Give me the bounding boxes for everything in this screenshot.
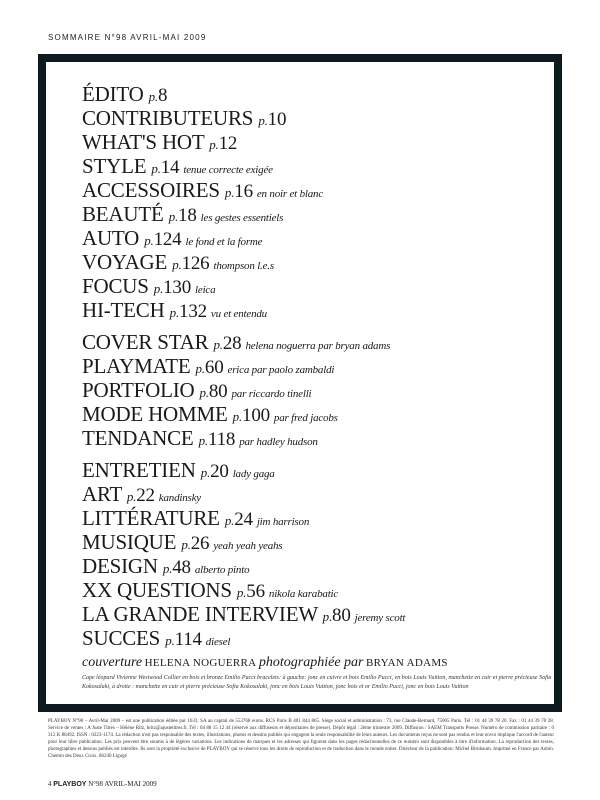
item-subtitle: vu et entendu	[210, 308, 267, 320]
item-subtitle: le fond et la forme	[185, 236, 263, 248]
photographer-label: photographiée par	[258, 655, 364, 670]
contents-frame	[38, 54, 562, 712]
item-page: 28	[222, 333, 242, 354]
page-prefix: p.	[236, 585, 247, 600]
item-page: 114	[174, 629, 202, 650]
section-culture	[82, 458, 405, 650]
item-title: SUCCES	[82, 626, 161, 650]
item-subtitle: par riccardo tinelli	[231, 388, 312, 400]
contents-item	[82, 82, 323, 106]
page-prefix: p.	[232, 409, 243, 424]
item-page: 126	[181, 253, 210, 274]
item-title: FOCUS	[82, 274, 149, 298]
item-title: ÉDITO	[82, 82, 144, 106]
contents-item	[82, 106, 323, 130]
item-title: XX QUESTIONS	[82, 578, 232, 602]
item-subtitle: lady gaga	[232, 468, 275, 480]
page-footer	[48, 780, 157, 789]
contents-item	[82, 178, 323, 202]
item-title: PORTFOLIO	[82, 378, 195, 402]
item-page: 18	[178, 205, 197, 226]
section-features	[82, 330, 390, 450]
contents-item	[82, 602, 405, 626]
item-page: 48	[172, 557, 191, 578]
item-subtitle: thompson l.e.s	[213, 260, 274, 272]
item-page: 80	[208, 381, 228, 402]
page-prefix: p.	[224, 513, 235, 528]
page-prefix: p.	[198, 433, 208, 448]
contents-item	[82, 402, 390, 426]
item-title: STYLE	[82, 154, 147, 178]
item-title: LITTÉRATURE	[82, 506, 220, 530]
contents-item	[82, 250, 323, 274]
page-prefix: p.	[169, 305, 180, 320]
item-page: 20	[210, 461, 229, 482]
contents-item	[82, 506, 405, 530]
item-subtitle: leica	[195, 284, 216, 296]
item-title: MODE HOMME	[82, 402, 228, 426]
item-title: BEAUTÉ	[82, 202, 164, 226]
page-prefix: p.	[144, 233, 154, 248]
item-subtitle: les gestes essentiels	[200, 212, 284, 224]
item-page: 22	[136, 485, 155, 506]
item-page: 56	[246, 581, 265, 602]
item-title: ACCESSOIRES	[82, 178, 220, 202]
contents-item	[82, 130, 323, 154]
item-subtitle: jeremy scott	[354, 612, 406, 624]
contents-item	[82, 154, 323, 178]
cover-model: HELENA NOGUERRA	[144, 657, 257, 669]
item-page: 10	[267, 109, 287, 130]
item-page: 130	[163, 277, 192, 298]
page-prefix: p.	[195, 361, 205, 376]
item-subtitle: jim harrison	[256, 516, 310, 528]
item-page: 12	[218, 133, 238, 154]
item-title: ENTRETIEN	[82, 458, 196, 482]
item-title: VOYAGE	[82, 250, 168, 274]
item-subtitle: par fred jacobs	[273, 412, 338, 424]
page-prefix: p.	[153, 281, 164, 296]
page-number: 4	[48, 780, 52, 788]
contents-item	[82, 226, 323, 250]
item-title: PLAYMATE	[82, 354, 191, 378]
item-subtitle: yeah yeah yeahs	[213, 540, 283, 552]
item-subtitle: par hadley hudson	[239, 436, 318, 448]
item-title: LA GRANDE INTERVIEW	[82, 602, 318, 626]
item-title: DESIGN	[82, 554, 158, 578]
item-title: COVER STAR	[82, 330, 209, 354]
contents-item	[82, 458, 405, 482]
item-title: CONTRIBUTEURS	[82, 106, 254, 130]
item-page: 132	[179, 301, 207, 322]
cover-fashion-credits: Cape léopard Vivienne Westwood Collier en bois et bronze Emilio Pucci bracelets: à gauche: jonc en cuivre et bois Emilio Pucci, en bois Louis Vuitton, manchette en cuir et pierre précieuse Sofia Kokosalaki, à droite : manchette en cuir et pierre précieuse Sofia Kokosalaki, jonc en bois Louis Vuitton, jonc bois et or Emilio Pucci, jonc en bois Louis Vuitton	[82, 675, 552, 690]
contents-item	[82, 426, 390, 450]
page-prefix: p.	[181, 537, 191, 552]
section-magazine	[82, 82, 323, 322]
legal-notice: PLAYBOY N°98 – Avril-Mai 2009 – est une publication éditée par 1633, SA au capital de 553768 euros. RCS Paris B 401 844 865. Siège social et administration : 73, rue Claude-Bernard, 75005 Paris. Tél : 01 44 39 78 20. Fax : 01 44 39 78 28. Service de ventes : A Juste Titres – Hélène Ritz, hritz@ajustetitres.fr. Tél : 04 88 15 12 44 (réservé aux diffuseurs et dépositaires de presse). Dépôt légal : 2ème trimestre 2009. Diffusion : SAEM Transports Presse. Numéro de commission paritaire : 0 312 K 88492. ISSN : 0223-1174. La rédaction n'est pas responsable des textes, illustrations, photos et dessins publiés qui engagent la seule responsabilité de leurs auteurs. Les documents reçus ne sont pas rendus et leur envoi implique l'accord de l'auteur pour leur libre publication. Les prix peuvent être soumis à de légères variations. Les indications de marques et les adresses qui figurent dans les pages rédactionnelles de ce numéro sont disponibles à titre d'information. La reproduction des textes, photographies et dessins publiés est interdite. Ils sont la propriété exclusive de PLAYBOY qui se réserve tous les droits de reproduction et de traduction dans le monde entier. Directeur de la publication: Michel Birnbaum. Imprimé en France par Aubin. Chemin des Deux Croix. 86240 Ligugé	[48, 719, 555, 759]
item-page: 124	[153, 229, 182, 250]
page-prefix: p.	[209, 137, 219, 152]
page-prefix: p.	[172, 257, 182, 272]
page-prefix: p.	[199, 385, 209, 400]
page-prefix: p.	[162, 561, 173, 576]
cover-credit	[82, 654, 448, 673]
item-title: ART	[82, 482, 122, 506]
page-prefix: p.	[168, 209, 179, 224]
item-subtitle: kandinsky	[158, 492, 201, 504]
contents-item	[82, 330, 390, 354]
contents-item	[82, 482, 405, 506]
contents-item	[82, 354, 390, 378]
item-title: TENDANCE	[82, 426, 194, 450]
item-page: 14	[160, 157, 180, 178]
contents-item	[82, 274, 323, 298]
item-subtitle: tenue correcte exigée	[183, 164, 273, 176]
item-subtitle: alberto pinto	[194, 564, 250, 576]
page-header: SOMMAIRE N°98 AVRIL-MAI 2009	[48, 33, 207, 42]
issue: N°98 AVRIL-MAI 2009	[88, 780, 157, 788]
contents-item	[82, 554, 405, 578]
cover-photographer: BRYAN ADAMS	[365, 657, 448, 669]
item-subtitle: en noir et blanc	[256, 188, 324, 200]
contents-item	[82, 378, 390, 402]
page-prefix: p.	[200, 465, 211, 480]
contents-item	[82, 298, 323, 322]
page-prefix: p.	[151, 161, 161, 176]
item-subtitle: erica par paolo zambaldi	[227, 364, 335, 376]
item-page: 16	[234, 181, 253, 202]
contents-item	[82, 202, 323, 226]
item-page: 26	[190, 533, 210, 554]
page-prefix: p.	[126, 489, 137, 504]
page-prefix: p.	[213, 337, 223, 352]
item-page: 80	[332, 605, 351, 626]
item-subtitle: helena noguerra par bryan adams	[245, 340, 391, 352]
item-page: 8	[158, 85, 168, 106]
page-prefix: p.	[148, 89, 159, 104]
item-subtitle: nikola karabatic	[268, 588, 339, 600]
brand: PLAYBOY	[53, 781, 87, 788]
contents-item	[82, 530, 405, 554]
page-prefix: p.	[258, 113, 268, 128]
item-page: 118	[207, 429, 236, 450]
contents-item	[82, 626, 405, 650]
contents-box	[46, 62, 554, 704]
cover-label: couverture	[82, 655, 143, 670]
item-title: HI-TECH	[82, 298, 165, 322]
item-title: MUSIQUE	[82, 530, 177, 554]
page-prefix: p.	[224, 185, 235, 200]
item-subtitle: diesel	[205, 636, 231, 648]
page-prefix: p.	[165, 633, 175, 648]
item-page: 24	[234, 509, 253, 530]
item-page: 100	[242, 405, 270, 426]
item-title: WHAT'S HOT	[82, 130, 205, 154]
item-page: 60	[204, 357, 224, 378]
item-title: AUTO	[82, 226, 140, 250]
page-prefix: p.	[322, 609, 333, 624]
contents-item	[82, 578, 405, 602]
